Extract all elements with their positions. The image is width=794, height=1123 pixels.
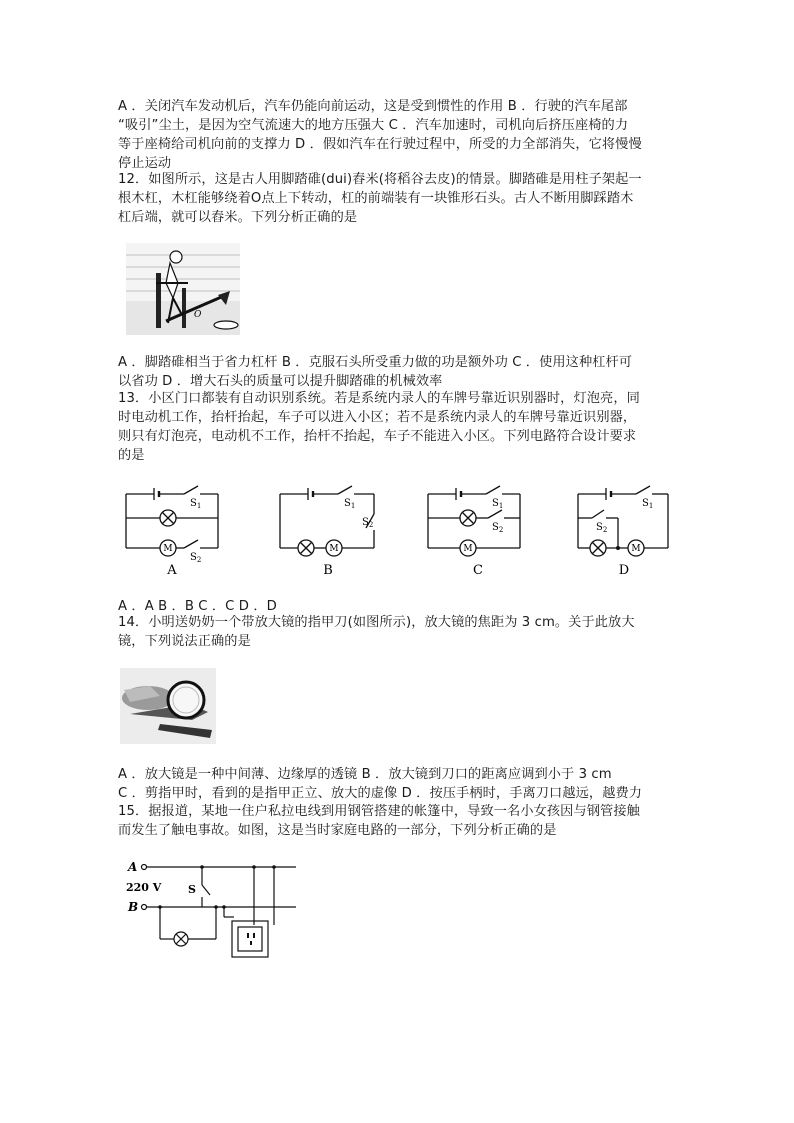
- q12-line-3: 杠后端，就可以舂米。下列分析正确的是: [118, 210, 358, 225]
- q11-line-1: A ．关闭汽车发动机后，汽车仍能向前运动，这是受到惯性的作用 B ．行驶的汽车尾部: [118, 99, 628, 114]
- q12-line-1: 12．如图所示，这是古人用脚踏碓(dui)舂米(将稻谷去皮)的情景。脚踏碓是用柱子架起一: [118, 172, 642, 187]
- switch-s1-d: $S_1$: [642, 498, 654, 510]
- circuit-b: [280, 486, 374, 556]
- circuit-label-c: C: [473, 563, 483, 578]
- pivot-label-o: O: [194, 310, 202, 320]
- q13-line-1: 13．小区门口都装有自动识别系统。若是系统内录人的车牌号靠近识别器时，灯泡亮，同: [118, 391, 640, 406]
- switch-s2-c: $S_2$: [492, 522, 504, 534]
- wire-label-b: B: [128, 900, 139, 914]
- q15-line-1: 15．据报道，某地一住户私拉电线到用钢管搭建的帐篷中，导致一名小女孩因与钢管接触: [118, 804, 640, 819]
- q15-line-2: 而发生了触电事故。如图，这是当时家庭电路的一部分，下列分析正确的是: [118, 823, 557, 838]
- switch-s2-d: $S_2$: [596, 522, 608, 534]
- switch-s1-b: $S_1$: [344, 498, 356, 510]
- q13-line-4: 的是: [118, 448, 145, 463]
- motor-m-a: M: [163, 544, 173, 554]
- circuit-label-a: A: [167, 563, 177, 578]
- q14-option-line-2: C ．剪指甲时，看到的是指甲正立、放大的虚像 D ．按压手柄时，手离刀口越远，越费力: [118, 786, 643, 801]
- circuit-d: [578, 486, 668, 556]
- switch-s2-a: $S_2$: [190, 552, 202, 564]
- q14-option-line-1: A ．放大镜是一种中间薄、边缘厚的透镜 B ．放大镜到刀口的距离应调到小于 3 cm: [118, 767, 612, 782]
- q12-option-line-1: A ．脚踏碓相当于省力杠杆 B ．克服石头所受重力做的功是额外功 C ．使用这种杠杆可: [118, 355, 633, 370]
- nail-clipper-magnifier-photo: [120, 668, 216, 744]
- q13-line-3: 则只有灯泡亮，电动机不工作，抬杆不抬起，车子不能进入小区。下列电路符合设计要求: [118, 429, 637, 444]
- wire-label-a: A: [128, 860, 138, 874]
- circuit-options-diagram: [118, 478, 678, 582]
- circuit-c: [428, 486, 520, 556]
- motor-m-d: M: [631, 544, 641, 554]
- foot-mortar-illustration: [126, 243, 240, 335]
- circuit-label-b: B: [323, 563, 333, 578]
- q11-line-3: 等于座椅给司机向前的支撑力 D ．假如汽车在行驶过程中，所受的力全部消失，它将慢慢: [118, 137, 642, 152]
- switch-s1-c: $S_1$: [492, 498, 504, 510]
- switch-s1-a: $S_1$: [190, 498, 202, 510]
- q13-line-2: 时电动机工作，抬杆抬起，车子可以进入小区；若不是系统内录人的车牌号靠近识别器，: [118, 410, 637, 425]
- household-circuit-diagram: [124, 855, 300, 973]
- q14-line-1: 14．小明送奶奶一个带放大镜的指甲刀(如图所示)，放大镜的焦距为 3 cm。关于此放大: [118, 615, 635, 630]
- q14-line-2: 镜，下列说法正确的是: [118, 634, 251, 649]
- q13-options: A ．A B ．B C ．C D ．D: [118, 599, 277, 614]
- motor-m-b: M: [329, 544, 339, 554]
- q12-option-line-2: 以省功 D ．增大石头的质量可以提升脚踏碓的机械效率: [118, 374, 443, 389]
- q12-line-2: 根木杠，木杠能够绕着O点上下转动，杠的前端装有一块锥形石头。古人不断用脚踩踏木: [118, 191, 634, 206]
- switch-label-s: S: [188, 883, 196, 896]
- q11-line-4: 停止运动: [118, 156, 172, 171]
- voltage-label: 220 V: [126, 881, 162, 894]
- motor-m-c: M: [463, 544, 473, 554]
- q11-line-2: “吸引”尘土，是因为空气流速大的地方压强大 C ．汽车加速时，司机向后挤压座椅的力: [118, 118, 629, 133]
- switch-s2-b: $S_2$: [362, 517, 374, 529]
- circuit-label-d: D: [618, 563, 630, 578]
